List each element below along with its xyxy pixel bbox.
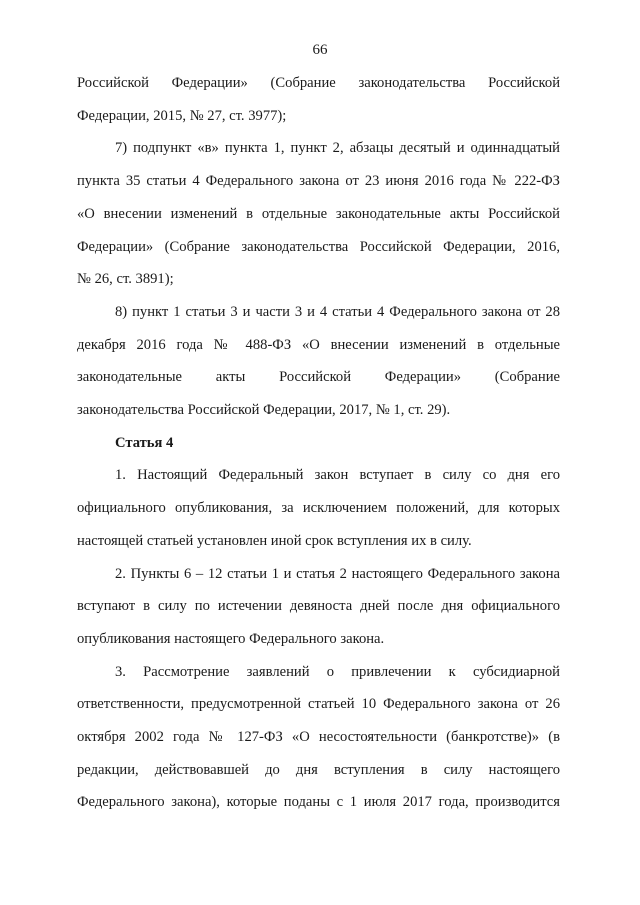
text-line: опубликования настоящего Федерального закона. <box>77 630 385 647</box>
paragraph-continuation <box>77 67 560 132</box>
text-line: «О внесении изменений в отдельные законодательные акты Российской <box>77 205 560 222</box>
text-line: законодательства Российской Федерации, 2017, № 1, ст. 29). <box>77 402 451 419</box>
text-line: настоящей статьей установлен иной срок вступления их в силу. <box>77 532 472 549</box>
text-line: 7) подпункт «в» пункта 1, пункт 2, абзацы десятый и одиннадцатый <box>115 140 560 157</box>
article-heading: Статья 4 <box>115 434 174 451</box>
text-line: 2. Пункты 6 – 12 статьи 1 и статья 2 настоящего Федерального закона <box>115 565 560 582</box>
text-line: 3. Рассмотрение заявлений о привлечении к субсидиарной <box>115 663 560 680</box>
text-line: Российской Федерации» (Собрание законодательства Российской <box>77 75 560 91</box>
text-line: 8) пункт 1 статьи 3 и части 3 и 4 статьи 4 Федерального закона от 28 <box>115 303 560 320</box>
text-line: № 26, ст. 3891); <box>77 271 174 288</box>
text-line: официального опубликования, за исключением положений, для которых <box>77 500 560 517</box>
text-line: ответственности, предусмотренной статьей 10 Федерального закона от 26 <box>77 696 560 713</box>
text-line: вступают в силу по истечении девяноста дней после дня официального <box>77 598 560 615</box>
text-line: пункта 35 статьи 4 Федерального закона от 23 июня 2016 года № 222-ФЗ <box>77 173 560 190</box>
document-body <box>77 67 560 819</box>
page-number: 66 <box>312 42 328 58</box>
list-item-7 <box>77 132 560 296</box>
text-line: 1. Настоящий Федеральный закон вступает в силу со дня его <box>115 467 560 484</box>
text-line: редакции, действовавшей до дня вступления в силу настоящего <box>77 761 560 778</box>
article-paragraph-2 <box>77 558 560 656</box>
article-paragraph-1 <box>77 459 560 557</box>
text-line: декабря 2016 года № 488-ФЗ «О внесении изменений в отдельные <box>77 336 560 353</box>
text-line: Федерации» (Собрание законодательства Российской Федерации, 2016, <box>77 238 560 255</box>
text-line: Федерации, 2015, № 27, ст. 3977); <box>77 107 287 124</box>
text-line: Федерального закона), которые поданы с 1 июля 2017 года, производится <box>77 794 560 811</box>
list-item-8 <box>77 296 560 427</box>
article-paragraph-3 <box>77 656 560 820</box>
text-line: законодательные акты Российской Федерации» (Собрание <box>77 369 560 386</box>
text-line: октября 2002 года № 127-ФЗ «О несостоятельности (банкротстве)» (в <box>77 729 560 746</box>
